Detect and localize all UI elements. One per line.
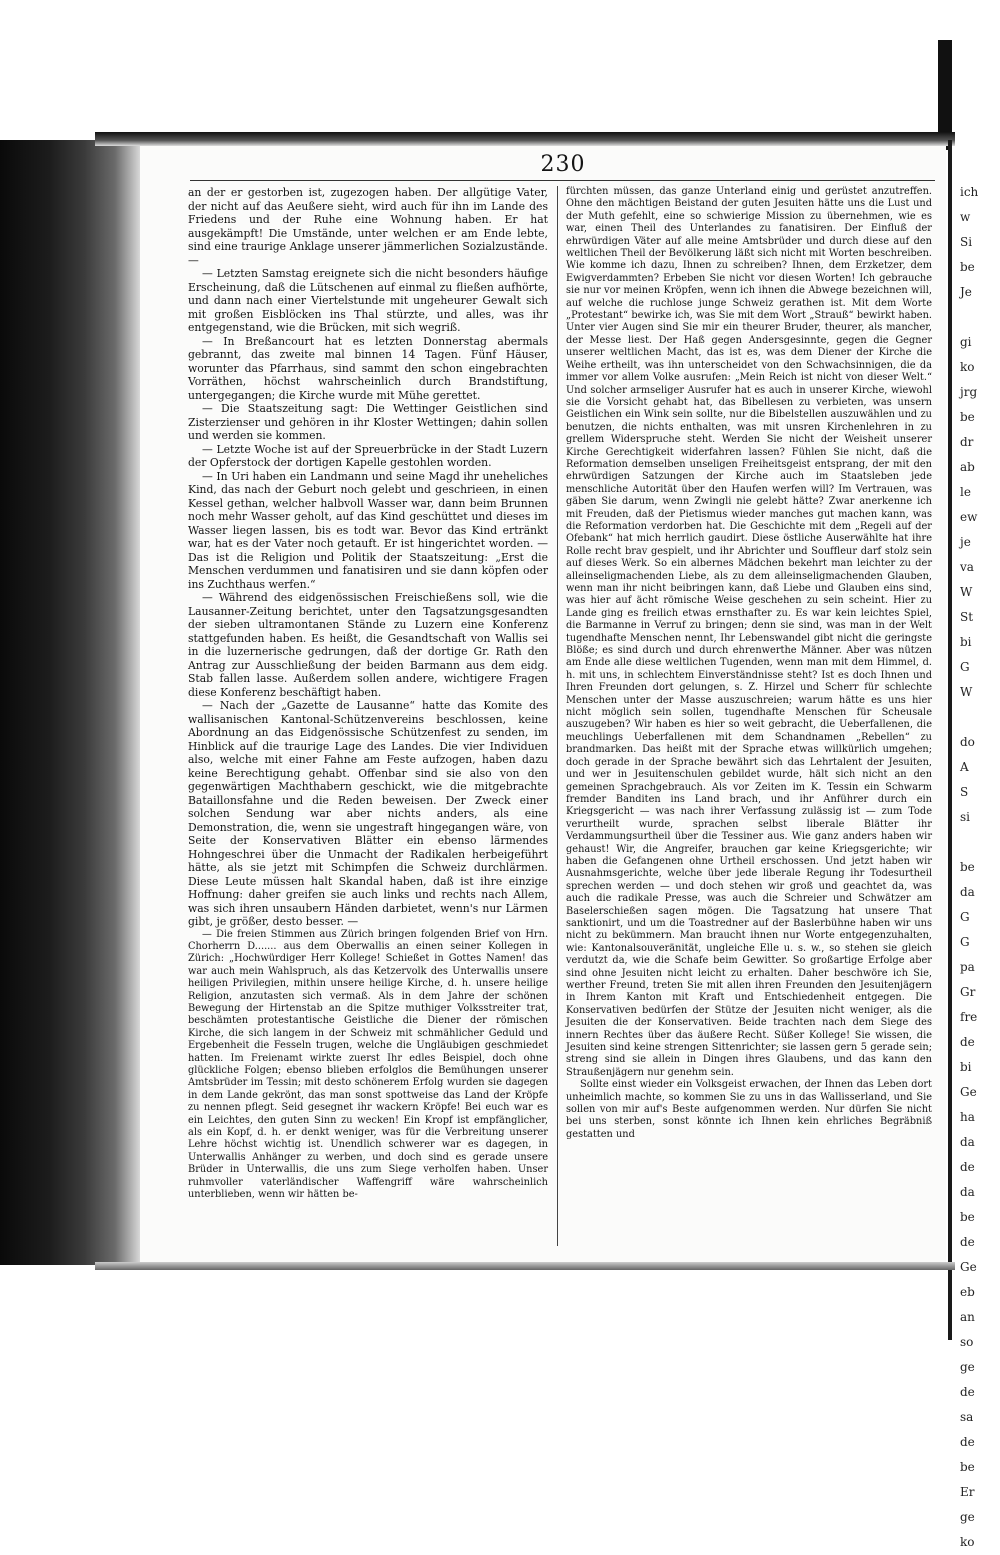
fragment-line: ew	[960, 510, 978, 524]
page-number: 230	[540, 152, 586, 177]
paragraph: — In Uri haben ein Landmann und seine Magd ihr uneheliches Kind, das nach der Geburt noch gelebt und geschrieen, in einen Kessel gethan, welcher halbvoll Wasser war, dann beim Brunnen noch mehr Wasser geholt, auf das Kind geschüttet und dieses im Wasser liegen lassen, bis es todt war. Bevor das Kind ertränkt war, hat es der Vater noch getauft. Er ist hingerichtet worden. — Das ist die Religion und Politik der Staatszeitung: „Erst die Menschen verdummen und fanatisiren und sie dann köpfen oder ins Zuchthaus werfen.“	[188, 469, 548, 591]
fragment-line: Gr	[960, 985, 976, 999]
paragraph: — Letzten Samstag ereignete sich die nicht besonders häufige Erscheinung, daß die Lütschenen auf einmal zu fließen aufhörte, und dann nach einer Viertelstunde mit ungeheurer Gewalt sich mit großen Eisblöcken ins Thal stürzte, und alles, was ihr entgegenstand, wie die Brücken, mit sich wegriß.	[188, 267, 548, 334]
fragment-line: be	[960, 1210, 975, 1224]
fragment-line: G	[960, 660, 970, 674]
fragment-line: si	[960, 810, 970, 824]
fragment-line: St	[960, 610, 974, 624]
header-rule	[190, 180, 935, 181]
fragment-line: da	[960, 1185, 975, 1199]
fragment-line: w	[960, 210, 971, 224]
fragment-line: de	[960, 1435, 975, 1449]
fragment-line: gi	[960, 335, 972, 349]
fragment-line: ha	[960, 1110, 975, 1124]
fragment-line: Er	[960, 1485, 975, 1499]
fragment-line: eb	[960, 1285, 975, 1299]
fragment-line: do	[960, 735, 975, 749]
fragment-line: an	[960, 1310, 975, 1324]
fragment-line: G	[960, 935, 970, 949]
fragment-line: de	[960, 1385, 975, 1399]
fragment-line: be	[960, 1460, 975, 1474]
fragment-line: fre	[960, 1010, 978, 1024]
fragment-line: le	[960, 485, 971, 499]
fragment-line: da	[960, 885, 975, 899]
fragment-line: de	[960, 1035, 975, 1049]
fragment-line: de	[960, 1235, 975, 1249]
fragment-line: be	[960, 860, 975, 874]
fragment-line: Je	[960, 285, 972, 299]
column-divider	[557, 186, 558, 1246]
fragment-line: Si	[960, 235, 973, 249]
scan-background	[0, 0, 1000, 150]
fragment-line: ab	[960, 460, 975, 474]
right-column	[566, 186, 932, 1248]
fragment-line: Ge	[960, 1085, 977, 1099]
fragment-line: ko	[960, 1535, 975, 1549]
next-page-fragment	[960, 180, 1000, 1549]
paragraph: — Die Staatszeitung sagt: Die Wettinger Geistlichen sind Zisterzienser und gehören in ihr Kloster Wettingen; dahin sollen und werden sie kommen.	[188, 402, 548, 442]
fragment-line: ko	[960, 360, 975, 374]
fragment-line: sa	[960, 1410, 974, 1424]
paragraph: — Während des eidgenössischen Freischießens soll, wie die Lausanner-Zeitung berichtet, unter den Tagsatzungsgesandten der sieben ultramontanen Stände zu Luzern eine Konferenz stattgefunden haben. Es heißt, die Gesandtschaft von Wallis sei in die luzernerische gedrungen, daß der dortige Gr. Rath den Antrag zur Ausschließung der beiden Barmann aus dem eidg. Stab fallen lasse. Außerdem sollen andere, wichtigere Fragen diese Konferenz beschäftigt haben.	[188, 591, 548, 699]
fragment-line: je	[960, 535, 971, 549]
letter-paragraph: — Die freien Stimmen aus Zürich bringen folgenden Brief von Hrn. Chorherrn D....... aus dem Oberwallis an einen seiner Kollegen in Zürich: „Hochwürdiger Herr Kollege! Schießet in Gottes Namen! das war auch mein Wahlspruch, als das Ketzervolk des Unterwallis unsere heiligen Privilegien, mithin unsere heilige Kirche, d. h. unsere heilige Religion, anzutasten sich vermaß. Als in dem Jahre der schönen Bewegung der Hirtenstab an die Spitze muthiger Volksstreiter trat, beschämten protestantische Geistliche die Diener der römischen Kirche, die sich langem in der Schweiz mit schmählicher Geduld und Ergebenheit die Fesseln trugen, welche die Ungläubigen geschmiedet hatten. Im Freienamt wirkte zuerst Ihr edles Beispiel, doch ohne glückliche Folgen; ebenso blieben erfolglos die Bemühungen unserer Amtsbrüder im Tessin; mit desto schönerem Erfolg wurden sie dagegen in dem Lande gekrönt, das man sonst spottweise das Land der Kröpfe zu nennen pflegt. Seid gesegnet ihr wackern Kröpfe! Bei euch war es ein Leichtes, den guten Sinn zu wecken! Ein Kropf ist empfänglicher, als ein Kopf, d. h. er denkt weniger, was für die Verbreitung unserer Lehre höchst wichtig ist. Unendlich schwerer war es dagegen, in Unterwallis Anhänger zu werben, und doch sind es gerade unsere Brüder in Unterwallis, die uns zum Siege verholfen haben. Unser ruhmvoller vaterländischer Waffengriff wäre wahrscheinlich unterblieben, wenn wir hätten be-	[188, 928, 548, 1201]
fragment-line: W	[960, 585, 973, 599]
fragment-line: A	[960, 760, 969, 774]
paragraph: an der er gestorben ist, zugezogen haben. Der allgütige Vater, der nicht auf das Aeußere sieht, wird auch für ihn im Lande des Friedens und der Ruhe eine Wohnung haben. Er hat ausgekämpft! Die Umstände, unter welchen er am Ende lebte, sind eine traurige Anklage unserer jämmerlichen Sozialzustände. —	[188, 186, 548, 267]
paragraph: — Nach der „Gazette de Lausanne“ hatte das Komite des wallisanischen Kantonal-Schützenvereins beschlossen, keine Abordnung an das Eidgenössische Schützenfest zu senden, im Hinblick auf die traurige Lage des Landes. Die vier Individuen also, welche mit einer Fahne am Feste aufzogen, haben dazu keine Berechtigung gehabt. Offenbar sind sie also von den gegenwärtigen Machthabern geschickt, wie die mitgebrachte Bataillonsfahne und die Reden beweisen. Der Zweck einer solchen Sendung war aber nichts anders, als eine Demonstration, die, wenn sie ungestraft hingegangen wäre, von Seite der Konservativen Blätter ein ebenso lärmendes Hohngeschrei über die Unmacht der Radikalen herbeigeführt hätte, als sie jetzt mit Schimpfen die Schweiz durchlärmen. Diese Leute müssen halt Skandal haben, daß ist ihre einzige Hoffnung: daher greifen sie auch links und rechts nach Allem, was sich ihren unsaubern Händen darbietet, wenn's nur Lärmen gibt, je größer, desto besser. —	[188, 699, 548, 928]
fragment-line: va	[960, 560, 974, 574]
letter-paragraph: Sollte einst wieder ein Volksgeist erwachen, der Ihnen das Leben dort unheimlich machte, so kommen Sie zu uns in das Wallisserland, und Sie sollen von mir auf's Beste aufgenommen werden. Nur dürfen Sie nicht bei uns sterben, sonst könnte ich Ihnen kein ehrliches Begräbniß gestatten und	[566, 1079, 932, 1140]
fragment-line: ge	[960, 1510, 975, 1524]
page-bottom-edge	[95, 1262, 955, 1270]
letter-paragraph: fürchten müssen, das ganze Unterland einig und gerüstet anzutreffen. Ohne den mächtigen Beistand der guten Jesuiten hätte uns die Lust und der Muth gefehlt, eine so schwierige Mission zu übernehmen, wie es war, einen Theil des Unterlandes zu fanatisiren. Der Einfluß der ehrwürdigen Väter auf alle meine Amtsbrüder und durch diese auf den weltlichen Theil der Bevölkerung läßt sich nicht mit Worten beschreiben. Wie komme ich dazu, Ihnen zu schreiben? Ihnen, dem Erzketzer, dem Ewigverdammten? Erbeben Sie nicht vor diesen Worten! Ich gebrauche sie nur vor meinen Kröpfen, wenn ich ihnen die Abwege bezeichnen will, auf welche die ruchlose junge Schweiz gerathen ist. Mit dem Worte „Protestant“ bewirke ich, was Sie mit dem Wort „Strauß“ bewirkt haben. Unter vier Augen sind Sie mir ein theurer Bruder, theurer, als mancher, der Messe liest. Der Haß gegen Andersgesinnte, gegen die Gegner unserer weltlichen Macht, das ist es, was dem Diener der Kirche die Weihe ertheilt, was ihn unterscheidet von den Schwachsinnigen, die da immer vor allem Volke ausrufen: „Mein Reich ist nicht von dieser Welt.“ Und solcher armseliger Ausrufer hat es auch in unserer Kirche, wiewohl sie die Vorsicht gehabt hat, das Bibellesen zu verbieten, was unsern Geistlichen ein Wink sein sollte, nur die Bibelstellen auszuwählen und zu benutzen, die nichts enthalten, was mit unsren Kirchenlehren in zu grellem Widerspruche steht. Werden Sie nicht der Weisheit unserer Kirche Gerechtigkeit widerfahren lassen? Fühlen Sie nicht, daß die Reformation demselben unseligen Freiheitsgeist entsprang, der mit den ehrwürdigen Satzungen der Kirche auch im Staatsleben jede menschliche Autorität über den Haufen werfen will? Im Vertrauen, was gäben Sie darum, wenn Zwingli nie gelebt hätte? Zwar anerkenne ich mit Freuden, daß der Pietismus wieder manches gut machen kann, was die Reformation verdorben hat. Die Geschichte mit dem „Regeli auf der Ofebank“ hat mich herrlich gaudirt. Diese östliche Auserwählte hat ihre Rolle recht brav gespielt, und ihr Abrichter und Souffleur darf stolz sein auf dieses Werk. So ein albernes Mädchen bekehrt man leichter zu der alleinseligmachenden Liebe, als zu dem alleinseligmachenden Glauben, wenn man ihr nicht beibringen kann, daß Liebe und Glauben eins sind, was hier auf ächt römische Weise geschehen zu sein scheint. Hier zu Lande ging es freilich etwas ernsthafter zu. Es war kein leichtes Spiel, die Barmanne in Verruf zu bringen; denn sie sind, was man in der Welt tugendhafte Menschen nennt, Ihr Lebenswandel gibt nicht die geringste Blöße; es sind durch und durch ehrenwerthe Männer. Aber was nützen am Ende alle diese weltlichen Tugenden, wenn man mit dem Himmel, d. h. mit uns, in schlechtem Einverständnisse steht? Ist es doch Ihnen und Ihren Freunden dort gelungen, s. Z. Hirzel und Scherr für schlechte Menschen unter der Masse auszuschreien; warum hätte es uns hier nicht möglich sein sollen, tugendhafte Menschen für Scheusale auszugeben? Wir haben es hier so weit gebracht, die Ueberfallenen, die meuchlings Ueberfallenen mit dem Schandnamen „Rebellen“ zu brandmarken. Das heißt mit der Sprache etwas willkürlich umgehen; doch gerade in der Sprache bewährt sich das Lehrtalent der Jesuiten, und wer in Jesuitenschulen gebildet wurde, hält sich nicht an den gemeinen Sprachgebrauch. Als vor Zeiten im K. Tessin ein Schwarm fremder Banditen ins Land brach, und ihr Anführer durch ein Kriegsgericht — was nach ihrer Verfassung zulässig ist — zum Tode verurtheilt wurde, sprachen selbst liberale Blätter ihr Verdammungsurtheil über die Tessiner aus. Wie ganz anders haben wir gehaust! Wir, die Angreifer, brauchen gar keine Kriegsgerichte; wir haben die Gefangenen ohne Urtheil erschossen. Und jetzt haben wir Ausnahmsgerichte, welche über jede liberale Regung ihr Todesurtheil sprechen werden — und doch stehen wir groß und geachtet da, was auch die radikale Presse, was auch die Schreier und Schwätzer am Baselerschießen sagen mögen. Die Tagsatzung hat unsere That sanktionirt, und um die Toastredner auf der Baslerbühne haben wir uns nicht zu bekümmern. Man braucht ihnen nur Worte entgegenzuhalten, wie: Kantonalsouveränität, ungleiche Elle u. s. w., so stehen sie gleich verdutzt da, wie die Schafe beim Gewitter. So großartige Erfolge aber sind ohne Jesuiten nicht leicht zu erhalten. Daher beschwöre ich Sie, werther Freund, treten Sie mit allen ihren Freunden den Jesuitenjägern in Ihrem Kanton mit Kraft und Entschiedenheit entgegen. Die Konservativen bedürfen der Stütze der Jesuiten nicht weniger, als die Jesuiten die der Konservativen. Beide trachten nach dem Siege des innern Rechtes über das äußere Recht. Süßer Kollege! Sie wissen, die Jesuiten sind keine strengen Sittenrichter; sie lassen gern 5 gerade sein; streng sind sie allein in Dingen ihres Glaubens, und das kann den Straußenjägern nur genehm sein.	[566, 186, 932, 1078]
fragment-line: so	[960, 1335, 974, 1349]
fragment-line: bi	[960, 635, 972, 649]
fragment-line: ge	[960, 1360, 975, 1374]
paragraph: — Letzte Woche ist auf der Spreuerbrücke in der Stadt Luzern der Opferstock der dortigen Kapelle gestohlen worden.	[188, 442, 548, 469]
fragment-line: pa	[960, 960, 975, 974]
fragment-line: W	[960, 685, 973, 699]
book-binding-shadow	[0, 140, 140, 1265]
left-column	[188, 186, 548, 1248]
fragment-line: de	[960, 1160, 975, 1174]
fragment-line: be	[960, 410, 975, 424]
fragment-line	[960, 705, 1000, 730]
fragment-line: Ge	[960, 1260, 977, 1274]
fragment-line	[960, 830, 1000, 855]
fragment-line: S	[960, 785, 969, 799]
fragment-line: dr	[960, 435, 974, 449]
fragment-line: da	[960, 1135, 975, 1149]
fragment-line: be	[960, 260, 975, 274]
fragment-line: jrg	[960, 385, 978, 399]
page-gutter-line	[948, 140, 952, 1340]
fragment-line: bi	[960, 1060, 972, 1074]
fragment-line: G	[960, 910, 970, 924]
fragment-line: ich	[960, 185, 979, 199]
paragraph: — In Breßancourt hat es letzten Donnerstag abermals gebrannt, das zweite mal binnen 14 Tagen. Fünf Häuser, worunter das Pfarrhaus, sind sammt den schon eingebrachten Vorräthen, höchst wahrscheinlich durch Brandstiftung, untergegangen; die Kirche wurde mit Mühe gerettet.	[188, 334, 548, 402]
fragment-line	[960, 305, 1000, 330]
page-top-edge	[95, 132, 955, 146]
